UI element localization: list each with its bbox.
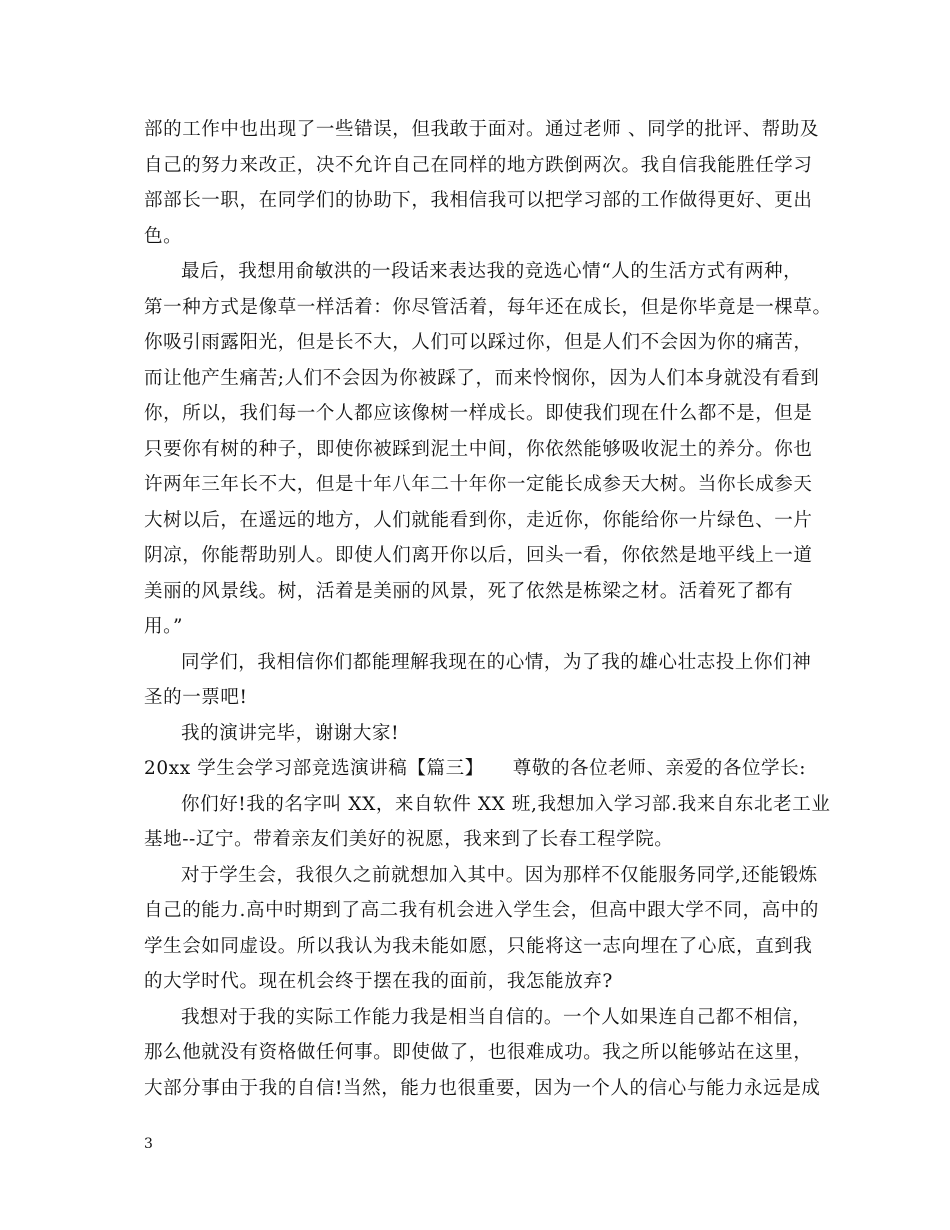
text-line: 第一种方式是像草一样活着：你尽管活着，每年还在成长，但是你毕竟是一棵草。 [144,296,832,318]
text-line: 的大学时代。现在机会终于摆在我的面前，我怎能放弃? [144,971,613,992]
text-line: 阴凉，你能帮助别人。即使人们离开你以后，回头一看，你依然是地平线上一道 [144,545,813,566]
text-line: 那么他就没有资格做任何事。即使做了，也很难成功。我之所以能够站在这里， [144,1042,813,1063]
text-line: 你们好!我的名字叫 XX，来自软件 XX 班,我想加入学习部.我来自东北老工业 [181,793,831,815]
text-line: 圣的一票吧! [144,687,248,708]
page-number: 3 [144,1136,153,1152]
text-line: 用。” [144,616,184,637]
text-line: 最后，我想用俞敏洪的一段话来表达我的竞选心情“人的生活方式有两种， [181,261,803,282]
text-line: 对于学生会，我很久之前就想加入其中。因为那样不仅能服务同学,还能锻炼 [181,864,818,886]
text-line: 许两年三年长不大，但是十年八年二十年你一定能长成参天大树。当你长成参天 [144,474,813,495]
text-line: 我的演讲完毕，谢谢大家! [181,722,400,744]
text-line: 自己的能力.高中时期到了高二我有机会进入学生会，但高中跟大学不同，高中的 [144,900,819,921]
text-line: 只要你有树的种子，即使你被踩到泥土中间，你依然能够吸收泥土的养分。你也 [144,438,813,460]
text-line: 20xx 学生会学习部竞选演讲稿【篇三】 尊敬的各位老师、亲爱的各位学长: [144,758,807,779]
text-line: 而让他产生痛苦;人们不会因为你被踩了，而来怜悯你，因为人们本身就没有看到 [144,367,820,389]
text-line: 美丽的风景线。树，活着是美丽的风景，死了依然是栋梁之材。活着死了都有 [144,580,794,602]
text-line: 学生会如同虚设。所以我认为我未能如愿，只能将这一志向埋在了心底，直到我 [144,935,813,957]
text-line: 我想对于我的实际工作能力我是相当自信的。一个人如果连自己都不相信， [181,1006,812,1028]
text-line: 部部长一职，在同学们的协助下，我相信我可以把学习部的工作做得更好、更出 [144,190,813,211]
text-line: 你，所以，我们每一个人都应该像树一样成长。即使我们现在什么都不是，但是 [144,403,813,424]
text-line: 大树以后，在遥远的地方，人们就能看到你，走近你，你能给你一片绿色、一片 [144,509,813,531]
text-line: 同学们，我相信你们都能理解我现在的心情，为了我的雄心壮志投上你们神 [181,651,812,673]
text-line: 色。 [144,225,183,247]
text-line: 你吸引雨露阳光，但是长不大，人们可以踩过你，但是人们不会因为你的痛苦， [144,332,813,353]
text-line: 基地--辽宁。带着亲友们美好的祝愿，我来到了长春工程学院。 [144,829,674,850]
text-line: 部的工作中也出现了一些错误，但我敢于面对。通过老师 、同学的批评、帮助及 [144,119,819,140]
text-line: 大部分事由于我的自信!当然，能力也很重要，因为一个人的信心与能力永远是成 [144,1077,821,1099]
text-line: 自己的努力来改正，决不允许自己在同样的地方跌倒两次。我自信我能胜任学习 [144,154,813,176]
